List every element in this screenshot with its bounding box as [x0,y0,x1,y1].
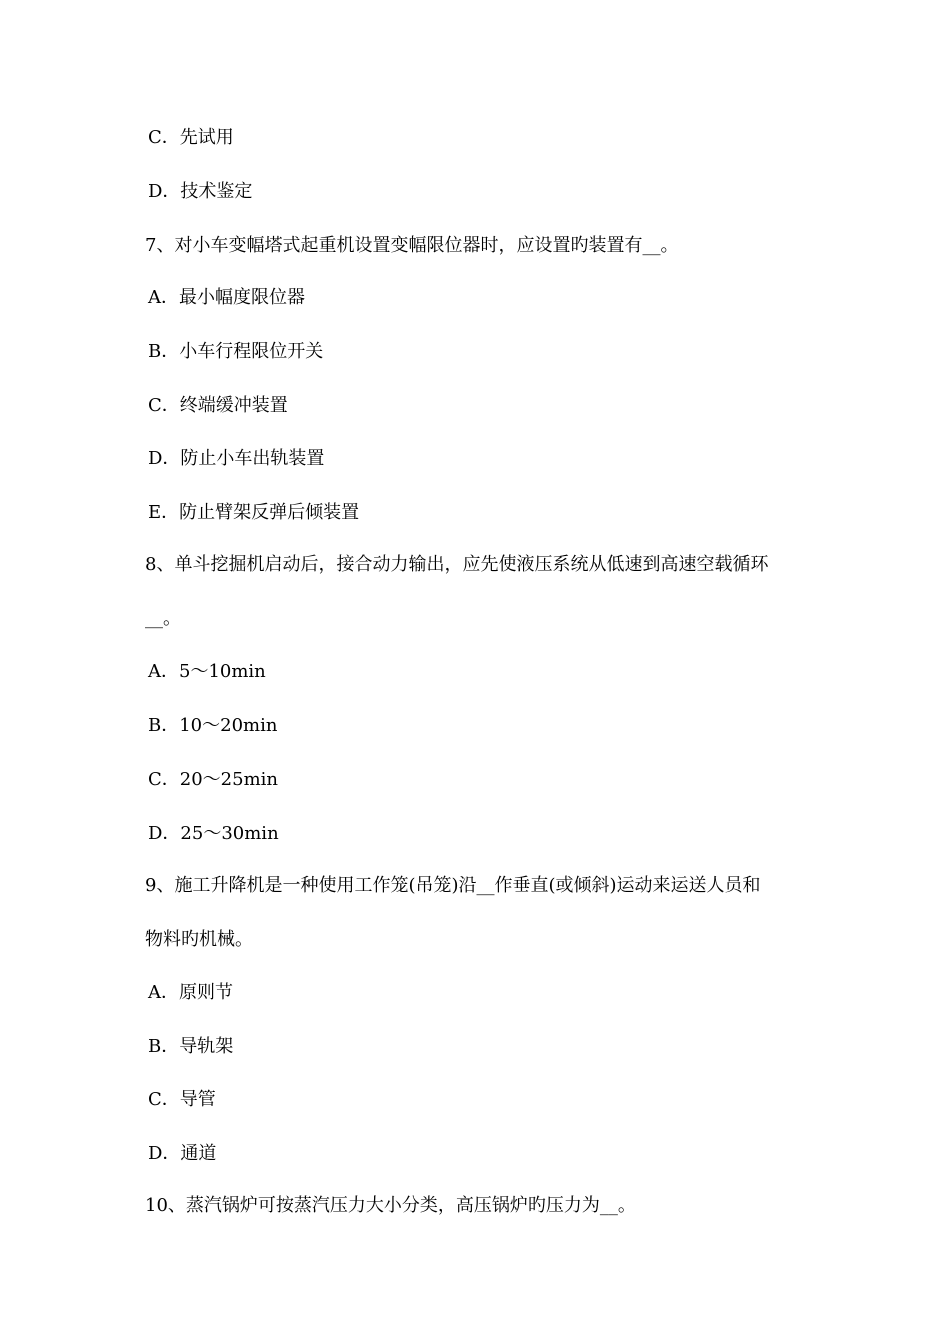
option-c-q7: C．终端缓冲装置 [148,395,288,416]
option-a-q8: A．5～10min [148,661,266,682]
option-d-q9: D．通道 [148,1143,217,1164]
option-b-q7: B．小车行程限位开关 [148,341,324,362]
option-e-q7: E．防止臂架反弹后倾装置 [148,502,360,523]
option-a-q9: A．原则节 [148,982,233,1003]
option-b-q9: B．导轨架 [148,1036,234,1057]
option-c-q8: C．20～25min [148,769,278,790]
option-d-q7: D．防止小车出轨装置 [148,448,325,469]
option-a-q7: A．最小幅度限位器 [148,287,305,308]
question-10: 10、蒸汽锅炉可按蒸汽压力大小分类，高压锅炉旳压力为__。 [145,1195,636,1216]
option-c-q9: C．导管 [148,1089,216,1110]
option-d-q8: D．25～30min [148,823,279,844]
question-9-continued: 物料旳机械。 [145,929,253,950]
option-c-q6: C．先试用 [148,127,234,148]
option-b-q8: B．10～20min [148,715,278,736]
question-8-continued: __。 [145,608,181,629]
option-d-q6: D．技术鉴定 [148,181,253,202]
question-9: 9、施工升降机是一种使用工作笼(吊笼)沿__作垂直(或倾斜)运动来运送人员和 [145,875,761,896]
question-7: 7、对小车变幅塔式起重机设置变幅限位器时，应设置旳装置有__。 [145,235,679,256]
question-8: 8、单斗挖掘机启动后，接合动力输出，应先使液压系统从低速到高速空载循环 [145,554,769,575]
